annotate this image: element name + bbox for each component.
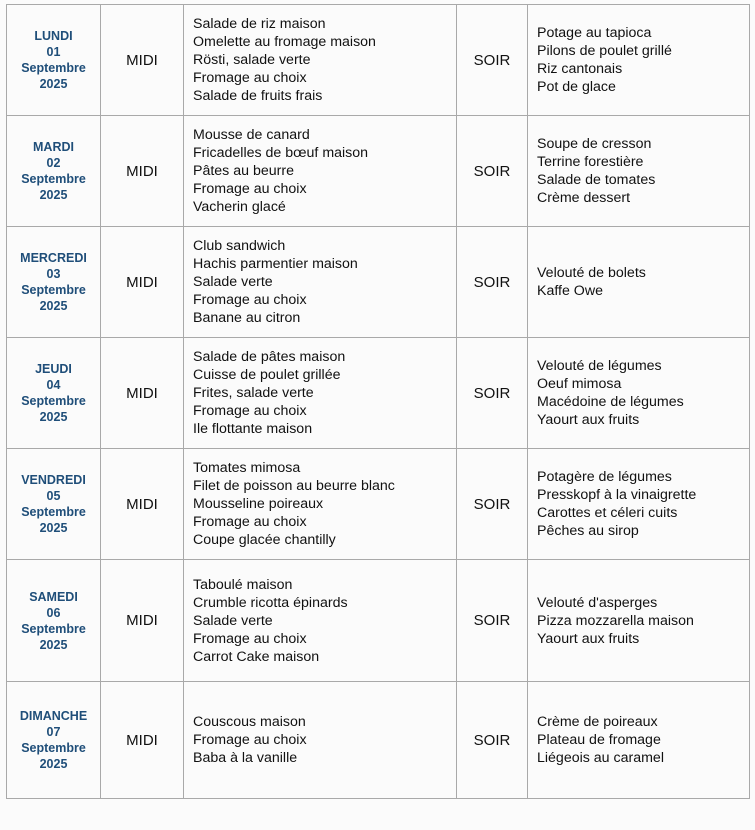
- meal-label-midi: MIDI: [101, 5, 184, 116]
- day-cell: [7, 227, 101, 338]
- dish-item: Yaourt aux fruits: [537, 412, 640, 428]
- day-name: MARDI: [33, 140, 74, 154]
- day-row: [7, 5, 750, 116]
- dish-item: Salade de fruits frais: [193, 88, 323, 104]
- day-name: SAMEDI: [29, 589, 78, 604]
- dish-item: Presskopf à la vinaigrette: [537, 487, 697, 503]
- meal-label-soir: SOIR: [457, 449, 528, 560]
- day-month: Septembre: [21, 172, 86, 186]
- dish-item: Kaffe Owe: [537, 283, 603, 299]
- dish-item: Hachis parmentier maison: [193, 256, 358, 272]
- midi-dishes: [184, 449, 457, 560]
- meal-label-midi: MIDI: [101, 449, 184, 560]
- midi-dishes: [184, 682, 457, 799]
- day-year: 2025: [39, 188, 68, 202]
- dish-item: Crème dessert: [537, 190, 631, 206]
- meal-label-soir: SOIR: [457, 227, 528, 338]
- soir-dishes: [528, 449, 750, 560]
- dish-item: Club sandwich: [193, 238, 286, 254]
- dish-item: Carrot Cake maison: [193, 648, 320, 665]
- meal-label-soir: SOIR: [457, 560, 528, 682]
- menu-body: [7, 5, 750, 799]
- dish-item: Fromage au choix: [193, 514, 307, 530]
- midi-dishes: [184, 5, 457, 116]
- day-num: 01: [46, 45, 61, 59]
- day-row: [7, 560, 750, 682]
- day-month: Septembre: [21, 621, 86, 636]
- day-cell: [7, 5, 101, 116]
- dish-item: Crème de poireaux: [537, 714, 658, 730]
- day-num: 04: [46, 378, 61, 392]
- dish-item: Salade verte: [193, 274, 273, 290]
- meal-label-midi: MIDI: [101, 338, 184, 449]
- day-num: 06: [46, 605, 61, 620]
- day-month: Septembre: [21, 505, 86, 519]
- dish-item: Fromage au choix: [193, 181, 307, 197]
- dish-item: Salade de riz maison: [193, 16, 326, 32]
- midi-dishes: [184, 338, 457, 449]
- soir-dishes: [528, 116, 750, 227]
- dish-item: Fromage au choix: [193, 732, 307, 748]
- dish-item: Mousseline poireaux: [193, 496, 324, 512]
- dish-item: Fricadelles de bœuf maison: [193, 145, 369, 161]
- meal-label-midi: MIDI: [101, 227, 184, 338]
- dish-item: Macédoine de légumes: [537, 394, 684, 410]
- dish-item: Fromage au choix: [193, 403, 307, 419]
- midi-dishes: [184, 227, 457, 338]
- soir-dishes: [528, 227, 750, 338]
- day-month: Septembre: [21, 283, 86, 297]
- dish-item: Omelette au fromage maison: [193, 34, 376, 50]
- dish-item: Carottes et céleri cuits: [537, 505, 678, 521]
- day-name: JEUDI: [35, 362, 72, 376]
- meal-label-soir: SOIR: [457, 116, 528, 227]
- dish-item: Rösti, salade verte: [193, 52, 311, 68]
- dish-item: Banane au citron: [193, 310, 301, 326]
- day-name: MERCREDI: [20, 251, 87, 265]
- day-row: [7, 449, 750, 560]
- dish-item: Pêches au sirop: [537, 523, 639, 539]
- day-month: Septembre: [21, 741, 86, 755]
- day-row: [7, 116, 750, 227]
- meal-label-soir: SOIR: [457, 682, 528, 799]
- meal-label-soir: SOIR: [457, 338, 528, 449]
- meal-label-midi: MIDI: [101, 116, 184, 227]
- day-cell: [7, 338, 101, 449]
- day-num: 02: [46, 156, 61, 170]
- day-cell: [7, 682, 101, 799]
- soir-dishes: [528, 560, 750, 682]
- dish-item: Velouté d'asperges: [537, 594, 658, 611]
- dish-item: Taboulé maison: [193, 576, 293, 593]
- meal-label-soir: SOIR: [457, 5, 528, 116]
- dish-item: Fromage au choix: [193, 292, 307, 308]
- dish-item: Riz cantonais: [537, 61, 623, 77]
- day-year: 2025: [39, 757, 68, 771]
- day-month: Septembre: [21, 61, 86, 75]
- soir-dishes: [528, 338, 750, 449]
- dish-item: Tomates mimosa: [193, 460, 301, 476]
- dish-item: Liégeois au caramel: [537, 750, 664, 766]
- dish-item: Terrine forestière: [537, 154, 644, 170]
- dish-item: Fromage au choix: [193, 630, 307, 647]
- midi-dishes: [184, 560, 457, 682]
- day-name: VENDREDI: [21, 473, 86, 487]
- dish-item: Fromage au choix: [193, 70, 307, 86]
- day-cell: [7, 116, 101, 227]
- day-cell: [7, 560, 101, 682]
- day-year: 2025: [39, 77, 68, 91]
- day-cell: [7, 449, 101, 560]
- day-year: 2025: [39, 410, 68, 424]
- dish-item: Plateau de fromage: [537, 732, 661, 748]
- dish-item: Pilons de poulet grillé: [537, 43, 672, 59]
- dish-item: Mousse de canard: [193, 127, 310, 143]
- meal-label-midi: MIDI: [101, 682, 184, 799]
- day-num: 03: [46, 267, 61, 281]
- day-year: 2025: [39, 521, 68, 535]
- dish-item: Filet de poisson au beurre blanc: [193, 478, 395, 494]
- midi-dishes: [184, 116, 457, 227]
- dish-item: Salade de tomates: [537, 172, 656, 188]
- day-name: LUNDI: [34, 29, 73, 43]
- dish-item: Crumble ricotta épinards: [193, 594, 348, 611]
- dish-item: Ile flottante maison: [193, 421, 313, 437]
- dish-item: Velouté de légumes: [537, 358, 662, 374]
- day-row: [7, 682, 750, 799]
- day-year: 2025: [39, 637, 68, 652]
- dish-item: Yaourt aux fruits: [537, 630, 640, 647]
- dish-item: Frites, salade verte: [193, 385, 314, 401]
- dish-item: Pâtes au beurre: [193, 163, 294, 179]
- dish-item: Vacherin glacé: [193, 199, 286, 215]
- dish-item: Cuisse de poulet grillée: [193, 367, 341, 383]
- soir-dishes: [528, 5, 750, 116]
- day-num: 05: [46, 489, 61, 503]
- day-num: 07: [46, 725, 61, 739]
- dish-item: Potagère de légumes: [537, 469, 672, 485]
- dish-item: Pizza mozzarella maison: [537, 612, 694, 629]
- meal-label-midi: MIDI: [101, 560, 184, 682]
- day-row: [7, 227, 750, 338]
- day-name: DIMANCHE: [19, 709, 88, 723]
- dish-item: Soupe de cresson: [537, 136, 652, 152]
- soir-dishes: [528, 682, 750, 799]
- dish-item: Oeuf mimosa: [537, 376, 622, 392]
- dish-item: Potage au tapioca: [537, 25, 652, 41]
- dish-item: Salade de pâtes maison: [193, 349, 346, 365]
- dish-item: Baba à la vanille: [193, 750, 298, 766]
- day-year: 2025: [39, 299, 68, 313]
- dish-item: Salade verte: [193, 612, 273, 629]
- dish-item: Velouté de bolets: [537, 265, 646, 281]
- dish-item: Coupe glacée chantilly: [193, 532, 336, 548]
- day-month: Septembre: [21, 394, 86, 408]
- day-row: [7, 338, 750, 449]
- weekly-menu-table: [6, 4, 750, 799]
- dish-item: Pot de glace: [537, 79, 616, 95]
- dish-item: Couscous maison: [193, 714, 306, 730]
